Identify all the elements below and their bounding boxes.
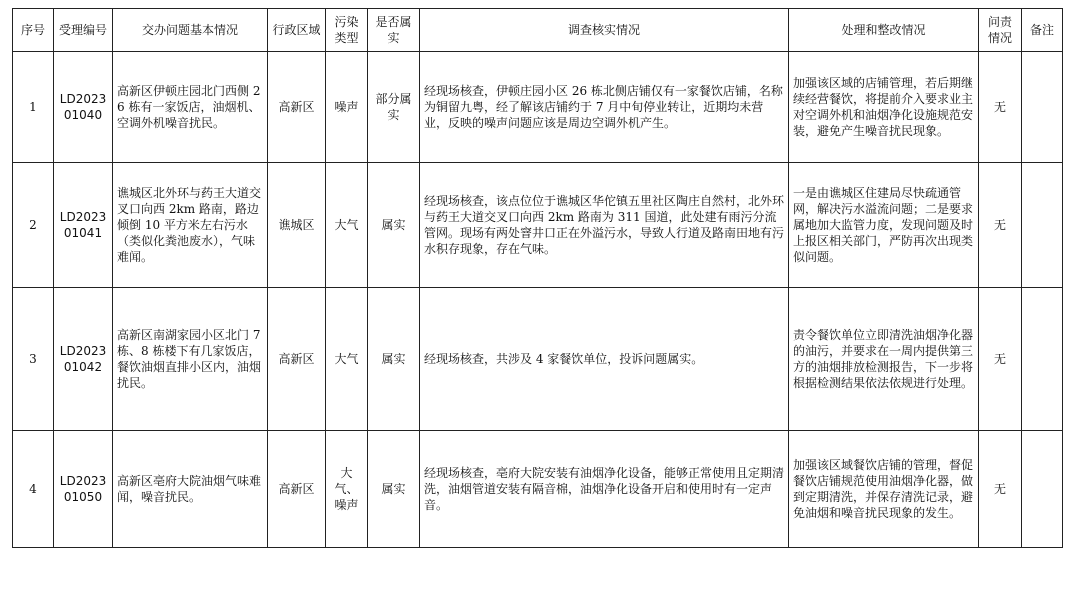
cell-remark bbox=[1022, 288, 1063, 431]
cell-id: LD202301042 bbox=[54, 288, 113, 431]
cell-pollution: 大气、噪声 bbox=[326, 431, 368, 548]
cell-accountability: 无 bbox=[979, 52, 1022, 163]
table-header-row bbox=[13, 9, 1063, 52]
cell-pollution: 大气 bbox=[326, 288, 368, 431]
cell-id: LD202301040 bbox=[54, 52, 113, 163]
cell-verified: 属实 bbox=[368, 288, 420, 431]
header-rectification: 处理和整改情况 bbox=[789, 9, 979, 52]
cell-rectification: 一是由谯城区住建局尽快疏通管网，解决污水溢流问题；二是要求属地加大监管力度，发现问题及时上报区相关部门，严防再次出现类似问题。 bbox=[789, 163, 979, 288]
cell-accountability: 无 bbox=[979, 163, 1022, 288]
cell-problem: 高新区亳府大院油烟气味难闻，噪音扰民。 bbox=[113, 431, 268, 548]
cell-district: 高新区 bbox=[268, 431, 326, 548]
cell-seq: 1 bbox=[13, 52, 54, 163]
cell-investigation: 经现场核查，共涉及 4 家餐饮单位，投诉问题属实。 bbox=[420, 288, 789, 431]
header-district: 行政区域 bbox=[268, 9, 326, 52]
table-row bbox=[13, 163, 1063, 288]
cell-problem: 谯城区北外环与药王大道交叉口向西 2km 路南，路边倾倒 10 平方米左右污水（类似化粪池废水），气味难闻。 bbox=[113, 163, 268, 288]
table-row bbox=[13, 288, 1063, 431]
cell-remark bbox=[1022, 163, 1063, 288]
header-pollution: 污染类型 bbox=[326, 9, 368, 52]
cell-accountability: 无 bbox=[979, 431, 1022, 548]
cell-problem: 高新区伊顿庄园北门西侧 26 栋有一家饭店，油烟机、空调外机噪音扰民。 bbox=[113, 52, 268, 163]
cell-verified: 属实 bbox=[368, 431, 420, 548]
header-accountability: 问责情况 bbox=[979, 9, 1022, 52]
header-problem: 交办问题基本情况 bbox=[113, 9, 268, 52]
cell-rectification: 责令餐饮单位立即清洗油烟净化器的油污，并要求在一周内提供第三方的油烟排放检测报告，下一步将根据检测结果依法依规进行处理。 bbox=[789, 288, 979, 431]
header-investigation: 调查核实情况 bbox=[420, 9, 789, 52]
cell-district: 高新区 bbox=[268, 288, 326, 431]
cell-investigation: 经现场核查，亳府大院安装有油烟净化设备，能够正常使用且定期清洗，油烟管道安装有隔音棉，油烟净化设备开启和使用时有一定声音。 bbox=[420, 431, 789, 548]
cell-investigation: 经现场核查，该点位位于谯城区华佗镇五里社区陶庄自然村，北外环与药王大道交叉口向西 2km 路南为 311 国道，此处建有雨污分流管网。现场有两处窨井口正在外溢污水，导致人行道及路南田地有污水积存现象，存在气味。 bbox=[420, 163, 789, 288]
cell-district: 谯城区 bbox=[268, 163, 326, 288]
cell-verified: 部分属实 bbox=[368, 52, 420, 163]
table-row bbox=[13, 431, 1063, 548]
cell-pollution: 大气 bbox=[326, 163, 368, 288]
cell-seq: 3 bbox=[13, 288, 54, 431]
cell-investigation: 经现场核查，伊顿庄园小区 26 栋北侧店铺仅有一家餐饮店铺，名称为铜留九粤，经了解该店铺约于 7 月中旬停业转让，近期均未营业，反映的噪声问题应该是周边空调外机产生。 bbox=[420, 52, 789, 163]
header-id: 受理编号 bbox=[54, 9, 113, 52]
cell-id: LD202301041 bbox=[54, 163, 113, 288]
cell-remark bbox=[1022, 431, 1063, 548]
cell-accountability: 无 bbox=[979, 288, 1022, 431]
cell-id: LD202301050 bbox=[54, 431, 113, 548]
cell-remark bbox=[1022, 52, 1063, 163]
header-remark: 备注 bbox=[1022, 9, 1063, 52]
cell-pollution: 噪声 bbox=[326, 52, 368, 163]
cell-seq: 4 bbox=[13, 431, 54, 548]
header-verified: 是否属实 bbox=[368, 9, 420, 52]
cell-problem: 高新区南湖家园小区北门 7 栋、8 栋楼下有几家饭店，餐饮油烟直排小区内，油烟扰民。 bbox=[113, 288, 268, 431]
cell-seq: 2 bbox=[13, 163, 54, 288]
cell-rectification: 加强该区域的店铺管理，若后期继续经营餐饮，将提前介入要求业主对空调外机和油烟净化设施规范安装，避免产生噪音扰民现象。 bbox=[789, 52, 979, 163]
complaint-table bbox=[12, 8, 1063, 548]
cell-rectification: 加强该区域餐饮店铺的管理，督促餐饮店铺规范使用油烟净化器，做到定期清洗，并保存清洗记录，避免油烟和噪音扰民现象的发生。 bbox=[789, 431, 979, 548]
header-seq: 序号 bbox=[13, 9, 54, 52]
table-row bbox=[13, 52, 1063, 163]
cell-verified: 属实 bbox=[368, 163, 420, 288]
cell-district: 高新区 bbox=[268, 52, 326, 163]
